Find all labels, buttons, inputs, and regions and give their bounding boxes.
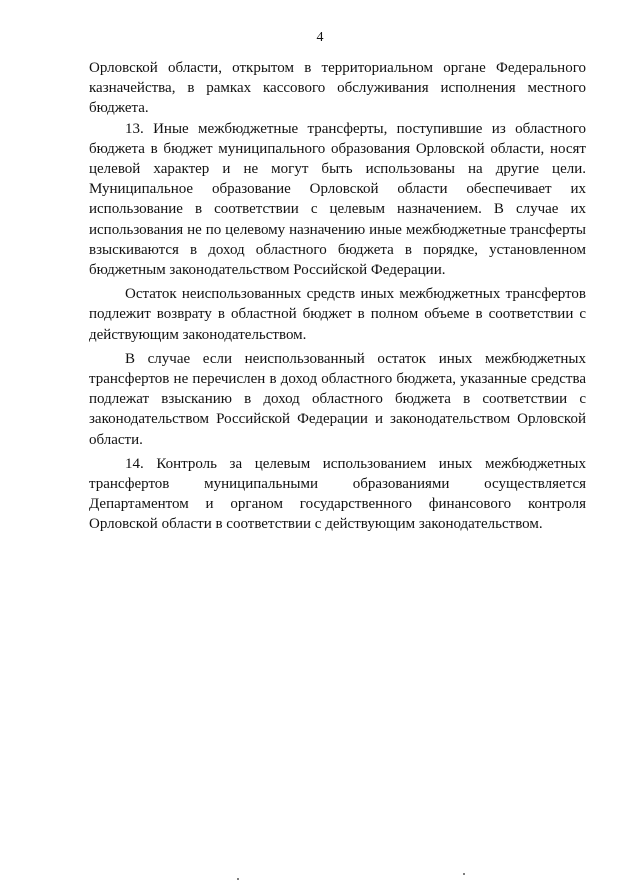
paragraph-remaining-funds: Остаток неиспользованных средств иных межбюджетных трансфертов подлежит возврату в областной бюджет в полном объеме в соответствии с действующим законодательством.: [89, 286, 586, 343]
scan-speck: [463, 873, 465, 875]
scan-speck: [237, 878, 239, 880]
document-body: [89, 58, 586, 535]
paragraph-recovery: В случае если неиспользованный остаток иных межбюджетных трансфертов не перечислен в доход областного бюджета, указанные средства подлежат взысканию в доход областного бюджета в соответствии с законодательством Российской Федерации и законодательством Орловской области.: [89, 350, 586, 448]
paragraph-clause-13: 13. Иные межбюджетные трансферты, поступившие из областного бюджета в бюджет муниципального образования Орловской области, носят целевой характер и не могут быть использованы на другие цели. Муниципальное образование Орловской области обеспечивает их использование в соответствии с целевым назначением. В случае их использования не по целевому назначению иные межбюджетные трансферты взыскиваются в доход областного бюджета в порядке, установленном бюджетным законодательством Российской Федерации.: [89, 120, 586, 279]
paragraph-clause-14: 14. Контроль за целевым использованием иных межбюджетных трансфертов муниципальными образованиями осуществляется Департаментом и органом государственного финансового контроля Орловской области в соответствии с действующим законодательством.: [89, 455, 586, 533]
page-number: 4: [316, 30, 324, 45]
paragraph-continuation: Орловской области, открытом в территориальном органе Федерального казначейства, в рамках кассового обслуживания исполнения местного бюджета.: [89, 60, 586, 117]
